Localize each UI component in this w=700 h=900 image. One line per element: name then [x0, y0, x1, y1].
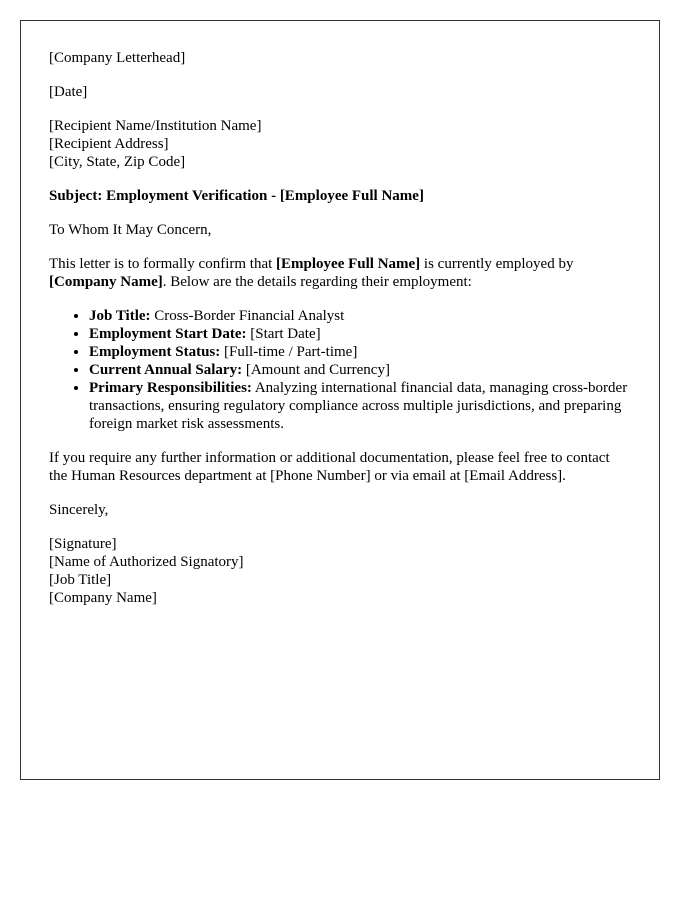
detail-value: [Full-time / Part-time]: [220, 344, 358, 360]
salutation: To Whom It May Concern,: [49, 222, 212, 238]
company-letterhead: [Company Letterhead]: [49, 50, 186, 66]
detail-value: Analyzing international financial data, managing cross-border transactions, ensuring regulatory compliance across multiple jurisdictions, and preparing foreign market risk assessments.: [89, 380, 628, 432]
intro-text-2: is currently employed by: [420, 256, 574, 272]
detail-employment-status: [89, 343, 631, 361]
detail-label: Employment Status:: [89, 344, 221, 360]
subject-text: Subject: Employment Verification - [Employee Full Name]: [49, 188, 424, 204]
intro-employee-name: [Employee Full Name]: [276, 256, 421, 272]
detail-responsibilities: [89, 379, 631, 433]
signature: [Signature]: [49, 536, 117, 552]
signatory-company-name: [Company Name]: [49, 590, 157, 606]
detail-label: Employment Start Date:: [89, 326, 247, 342]
signature-block: [49, 535, 631, 607]
recipient-name: [Recipient Name/Institution Name]: [49, 118, 262, 134]
intro-company-name: [Company Name]: [49, 274, 163, 290]
signatory-name: [Name of Authorized Signatory]: [49, 554, 244, 570]
intro-paragraph: [49, 255, 631, 291]
detail-annual-salary: [89, 361, 631, 379]
signatory-job-title: [Job Title]: [49, 572, 112, 588]
detail-job-title: [89, 307, 631, 325]
closing-paragraph: If you require any further information or additional documentation, please feel free to contact the Human Resources department at [Phone Number] or via email at [Email Address].: [49, 450, 610, 484]
recipient-city-state-zip: [City, State, Zip Code]: [49, 154, 186, 170]
detail-label: Current Annual Salary:: [89, 362, 243, 378]
employment-details-list: [49, 307, 631, 433]
detail-value: Cross-Border Financial Analyst: [150, 308, 345, 324]
intro-text-1: This letter is to formally confirm that: [49, 256, 277, 272]
subject-line: [49, 187, 631, 205]
detail-value: [Amount and Currency]: [242, 362, 390, 378]
recipient-address: [Recipient Address]: [49, 136, 169, 152]
recipient-block: [49, 117, 631, 171]
detail-start-date: [89, 325, 631, 343]
detail-label: Primary Responsibilities:: [89, 380, 252, 396]
detail-label: Job Title:: [89, 308, 151, 324]
letter-page: [20, 20, 660, 780]
intro-text-3: . Below are the details regarding their employment:: [162, 274, 472, 290]
closing-phrase: Sincerely,: [49, 502, 109, 518]
detail-value: [Start Date]: [246, 326, 321, 342]
letter-date: [Date]: [49, 84, 88, 100]
